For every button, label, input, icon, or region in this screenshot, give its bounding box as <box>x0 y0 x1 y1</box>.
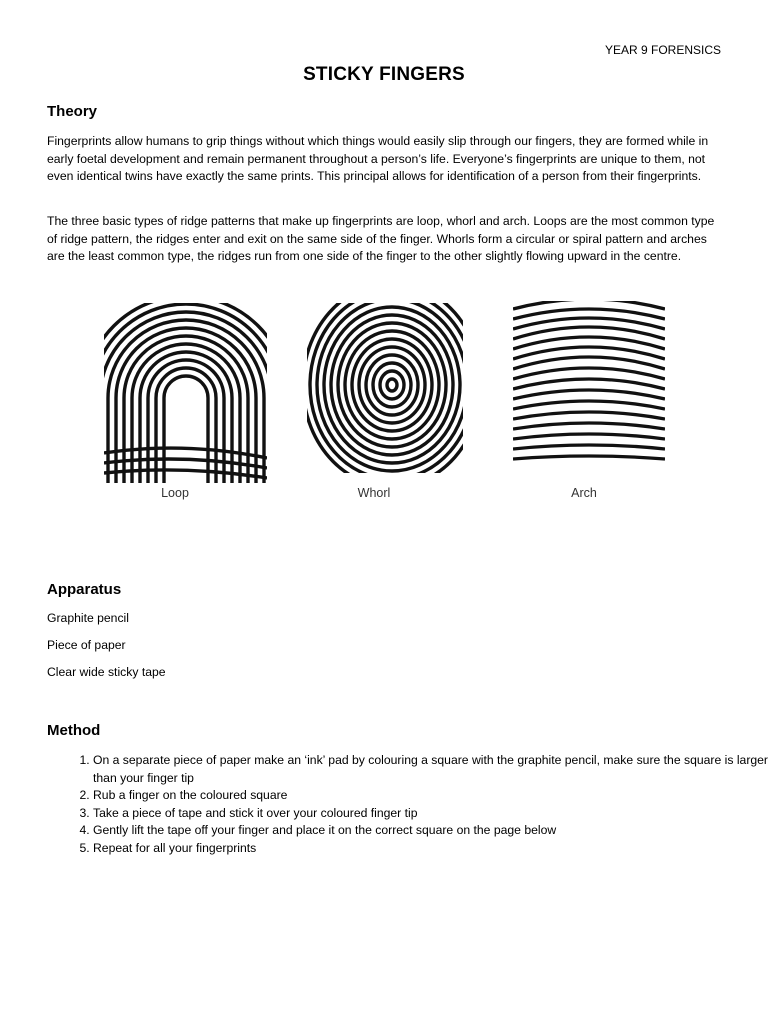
theory-paragraph-1: Fingerprints allow humans to grip things without which things would easily slip through our fingers, they are formed while in early foetal development and remain permanent throughout a person’s life. Everyone’s fingerprints are unique to them, not even identical twins have exactly the same prints. This principal allows for identification of a person from their fingerprints. <box>47 134 709 184</box>
whorl-fingerprint-icon <box>307 303 463 473</box>
apparatus-item: Piece of paper <box>47 638 126 652</box>
apparatus-item: Clear wide sticky tape <box>47 665 166 679</box>
loop-fingerprint-icon <box>104 303 267 483</box>
fingerprint-figures <box>0 300 768 510</box>
arch-fingerprint-icon <box>513 301 665 471</box>
arch-label: Arch <box>571 486 597 500</box>
page-title: STICKY FINGERS <box>303 64 465 85</box>
apparatus-item: Graphite pencil <box>47 611 129 625</box>
theory-paragraph-2: The three basic types of ridge patterns that make up fingerprints are loop, whorl and arch. Loops are the most common type of ridge pattern, the ridges enter and exit on the same side of the finger. Whorls form a circular or spiral pattern and arches are the least common type, the ridges run from one side of the finger to the other slightly flowing upward in the centre. <box>47 214 715 264</box>
method-step: 5. Repeat for all your fingerprints <box>93 840 768 858</box>
header-tag: YEAR 9 FORENSICS <box>604 43 721 57</box>
method-step: 4. Gently lift the tape off your finger and place it on the correct square on the page below <box>93 822 768 840</box>
theory-heading: Theory <box>47 103 98 120</box>
method-step: 2. Rub a finger on the coloured square <box>93 787 768 805</box>
method-step: 1. On a separate piece of paper make an ‘ink’ pad by colouring a square with the graphite pencil, make sure the square is larger than your finger tip <box>93 752 768 787</box>
method-step: 3. Take a piece of tape and stick it over your coloured finger tip <box>93 805 768 823</box>
loop-label: Loop <box>161 486 189 500</box>
method-heading: Method <box>47 722 101 739</box>
apparatus-heading: Apparatus <box>47 581 122 598</box>
method-steps <box>47 752 768 858</box>
whorl-label: Whorl <box>357 486 391 500</box>
